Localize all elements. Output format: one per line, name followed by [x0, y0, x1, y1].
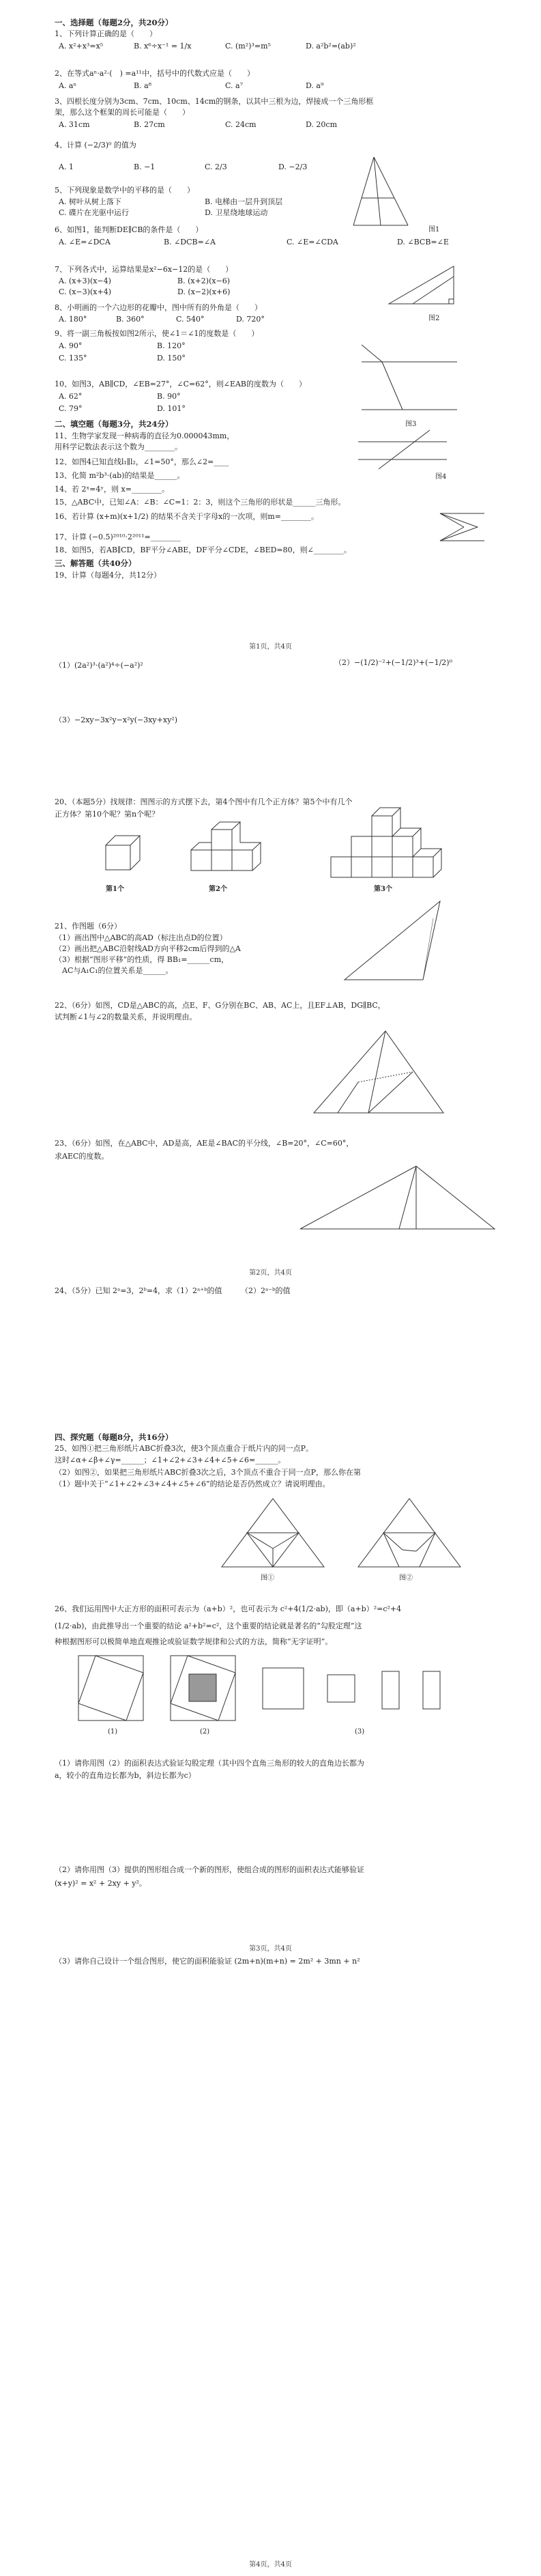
q25-figure-1 — [218, 1495, 327, 1570]
q5-text: 5、下列现象是数学中的平移的是（ ） — [55, 186, 194, 195]
q25-text-3: （2）如图②，如果把三角形纸片ABC折叠3次之后，3个顶点不重合于同一点P，那么你在第 — [55, 1468, 362, 1477]
cube-figure-1 — [102, 832, 143, 879]
q3-option-a: A. 31cm — [59, 120, 90, 129]
section-1-title: 一、选择题（每题2分，共20分） — [55, 18, 173, 27]
q5-option-b: B. 电梯由一层升到顶层 — [205, 197, 283, 206]
q4-option-b: B. −1 — [134, 162, 156, 171]
q4-option-d: D. −2/3 — [278, 162, 308, 171]
q8-text: 8、小明画的一个六边形的花瓣中，图中所有的外角是（ ） — [55, 303, 262, 312]
q9-option-b: B. 120° — [157, 341, 186, 350]
q6-text: 6、如图1，能判断DE∥CB的条件是（ ） — [55, 225, 203, 234]
section-4-title: 四、探究题（每题8分，共16分） — [55, 1432, 173, 1442]
q7-option-c: C. (x−3)(x+4) — [59, 287, 112, 296]
q25-figure-2-label: 图② — [399, 1574, 413, 1582]
q9-option-c: C. 135° — [59, 354, 87, 363]
q23-text: 23、（6分）如图，在△ABC中，AD是高，AE是∠BAC的平分线，∠B=20°，∠C=60°， — [55, 1139, 354, 1148]
q8-option-b: B. 360° — [116, 315, 145, 324]
q8-option-d: D. 720° — [236, 315, 265, 324]
section-2-title: 二、填空题（每题3分，共24分） — [55, 419, 173, 429]
q20-text-cont: 正方体？第10个呢？第n个呢？ — [55, 810, 160, 819]
cube-figure-2-label: 第2个 — [209, 886, 227, 893]
q25-text-2: 这时∠α+∠β+∠γ=______；∠1+∠2+∠3+∠4+∠5+∠6=______。 — [55, 1456, 286, 1464]
q14-text: 14、若 2ˣ=4ʸ，则 x=________。 — [55, 485, 169, 494]
q3-text: 3、四根长度分别为3cm、7cm、10cm、14cm的钢条，以其中三根为边，焊接成一个三角形框 — [55, 97, 374, 106]
q3-option-b: B. 27cm — [134, 120, 165, 129]
q6-option-d: D. ∠BCB=∠E — [397, 238, 449, 246]
q23-triangle-diagram — [297, 1161, 501, 1236]
q26-part-3: （3）请你自己设计一个组合图形，使它的面积能验证 (2m+n)(m+n) = 2m² + 3mn + n² — [55, 1957, 360, 1966]
figure-5-diagram — [437, 507, 488, 548]
q9-option-a: A. 90° — [59, 341, 83, 350]
q1-option-a: A. x²+x³=x⁵ — [59, 42, 104, 51]
cube-figure-2 — [188, 819, 276, 881]
q26-text-3: 种根据图形可以极简单地直观推论或验证数学规律和公式的方法，简称“无字证明”。 — [55, 1637, 333, 1646]
q10-option-c: C. 79° — [59, 404, 83, 413]
q2-option-b: B. a⁸ — [134, 81, 152, 90]
q7-option-a: A. (x+3)(x−4) — [59, 277, 111, 285]
q2-option-a: A. aⁿ — [59, 81, 77, 90]
q1-option-d: D. a²b²=(ab)² — [306, 42, 356, 51]
q21-item-3: （3）根据“图形平移”的性质，得 BB₁=______cm， — [55, 955, 229, 964]
q4-option-c: C. 2/3 — [205, 162, 227, 171]
q21-item-2: （2）画出把△ABC沿射线AD方向平移2cm后得到的△A — [55, 944, 241, 953]
figure-4-diagram — [355, 427, 450, 475]
q6-option-c: C. ∠E=∠CDA — [287, 238, 338, 246]
q19-calc-2: （2）−(1/2)⁻²+(−1/2)³+(−1/2)⁰ — [334, 658, 452, 667]
q26-figure-1-label: (1) — [108, 1728, 118, 1736]
figure-3-label: 图3 — [405, 421, 417, 428]
q25-text-4: （1）题中关于“∠1+∠2+∠3+∠4+∠5+∠6”的结论是否仍然成立？请说明理由。 — [55, 1480, 330, 1488]
q15-text: 15、△ABC中，已知∠A：∠B：∠C=1：2：3，则这个三角形的形状是______三角形。 — [55, 498, 346, 507]
q23-text-cont: 求AEC的度数。 — [55, 1152, 109, 1161]
figure-2-diagram — [385, 263, 460, 311]
q26-figure-1 — [75, 1652, 150, 1724]
q13-text: 13、化简 m²b³·(ab)的结果是______。 — [55, 471, 185, 480]
q3-option-c: C. 24cm — [225, 120, 257, 129]
q10-option-b: B. 90° — [157, 392, 181, 401]
q16-text: 16、若计算 (x+m)(x+1/2) 的结果不含关于字母x的一次项，则m=________。 — [55, 512, 319, 521]
q4-option-a: A. 1 — [59, 162, 74, 171]
figure-1-label: 图1 — [428, 226, 440, 233]
q26-part-1: （1）请你用图（2）的面积表达式验证勾股定理（其中四个直角三角形的较大的直角边长都为 — [55, 1759, 364, 1768]
q17-text: 17、计算 (−0.5)²⁰¹⁰·2²⁰¹¹=________ — [55, 533, 181, 541]
q7-option-b: B. (x+2)(x−6) — [177, 277, 231, 285]
q6-option-a: A. ∠E=∠DCA — [59, 238, 111, 246]
q20-text: 20、（本题5分）找规律：图图示的方式摆下去，第4个图中有几个正方体？第5个中有几个 — [55, 797, 353, 806]
page-footer-3: 第3页，共4页 — [249, 1945, 292, 1953]
q5-option-d: D. 卫星绕地球运动 — [205, 208, 268, 217]
q5-option-a: A. 树叶从树上落下 — [59, 197, 121, 206]
q26-part-2-cont: (x+y)² = x² + 2xy + y²。 — [55, 1879, 147, 1888]
q26-text: 26、我们运用图中大正方形的面积可表示为（a+b）²，也可表示为 c²+4(1/2·ab)，即（a+b）²=c²+4 — [55, 1604, 402, 1613]
figure-2-label: 图2 — [428, 315, 440, 322]
q10-option-d: D. 101° — [157, 404, 186, 413]
cube-figure-1-label: 第1个 — [106, 886, 124, 893]
q11-text: 11、生物学家发现一种病毒的直径为0.000043mm， — [55, 431, 235, 440]
q12-text: 12、如图4已知直线l₁∥l₂，∠1=50°，那么∠2=____ — [55, 457, 229, 466]
q3-option-d: D. 20cm — [306, 120, 338, 129]
cube-figure-3 — [327, 802, 464, 884]
q26-figure-2 — [167, 1652, 242, 1724]
q10-text: 10、如图3，AB∥CD，∠EB=27°，∠C=62°，则∠EAB的度数为（ ） — [55, 380, 307, 388]
q25-figure-1-label: 图① — [261, 1574, 274, 1582]
figure-1-diagram — [347, 150, 435, 236]
page-footer-2: 第2页，共4页 — [249, 1269, 292, 1277]
cube-figure-3-label: 第3个 — [374, 886, 392, 893]
q24-text: 24、（5分）已知 2ᵃ=3，2ᵇ=4，求（1）2ᵃ⁺ᵇ的值 （2）2ᵃ⁻ᵇ的值 — [55, 1286, 291, 1295]
q25-text: 25、如图①把三角形纸片ABC折叠3次，使3个顶点重合于纸片内的同一点P。 — [55, 1444, 314, 1453]
q3-text-cont: 架，那么这个框架的周长可能是（ ） — [55, 108, 190, 117]
page-footer-4: 第4页，共4页 — [249, 2561, 292, 2568]
q25-figure-2 — [355, 1495, 464, 1570]
q4-text: 4、计算 (−2/3)⁰ 的值为 — [55, 141, 136, 150]
q21-item-1: （1）画出图中△ABC的高AD（标注出点D的位置） — [55, 933, 227, 942]
q9-text: 9、将一副三角板按如图2所示，使∠1＝∠1的度数是（ ） — [55, 329, 259, 338]
q26-figure-2-label: (2) — [200, 1728, 210, 1736]
q19-calc-1: （1）(2a²)³·(a²)⁴÷(−a²)² — [55, 661, 143, 670]
q22-text: 22、（6分）如图，CD是△ABC的高，点E、F、G分别在BC、AB、AC上，且EF⊥AB，DG∥BC， — [55, 1001, 385, 1010]
q6-option-b: B. ∠DCB=∠A — [164, 238, 216, 246]
q11-text-cont: 用科学记数法表示这个数为________。 — [55, 442, 182, 451]
q26-figure-3-label: (3) — [355, 1728, 365, 1736]
q21-triangle-diagram — [341, 898, 443, 983]
q9-option-d: D. 150° — [157, 354, 186, 363]
q2-option-d: D. a⁹ — [306, 81, 324, 90]
q2-text: 2、在等式aⁿ·a²·( ) =a¹¹中，括号中的代数式应是（ ） — [55, 69, 254, 78]
q1-text: 1、下列计算正确的是（ ） — [55, 29, 157, 38]
q19-text: 19、计算（每题4分，共12分） — [55, 571, 161, 580]
q8-option-a: A. 180° — [59, 315, 87, 324]
q21-text: 21、作图题（6分） — [55, 922, 121, 931]
q7-text: 7、下列各式中，运算结果是x²−6x−12的是（ ） — [55, 265, 233, 274]
q26-text-2: (1/2·ab)，由此推导出一个重要的结论 a²+b²=c²，这个重要的结论就是著名的“勾股定理”这 — [55, 1622, 362, 1630]
q26-part-1-cont: a，较小的直角边长都为b，斜边长都为c） — [55, 1771, 196, 1780]
q1-option-b: B. x⁶÷x⁻¹ = 1/x — [134, 42, 192, 51]
q26-part-2: （2）请你用图（3）提供的图形组合成一个新的图形，使组合成的图形的面积表达式能够验证 — [55, 1865, 364, 1874]
page-footer-1: 第1页，共4页 — [249, 643, 292, 651]
q26-figure-3 — [259, 1665, 457, 1719]
q2-option-c: C. a⁷ — [225, 81, 243, 90]
q22-triangle-diagram — [310, 1024, 447, 1123]
q5-option-c: C. 碟片在光驱中运行 — [59, 208, 130, 217]
q10-option-a: A. 62° — [59, 392, 83, 401]
q19-calc-3: （3）−2xy−3x²y−x²y(−3xy+xy²) — [55, 716, 177, 724]
q1-option-c: C. (m²)³=m⁵ — [225, 42, 271, 51]
q22-text-cont: 试判断∠1与∠2的数量关系，并说明理由。 — [55, 1013, 197, 1021]
q18-text: 18、如图5，若AB∥CD，BF平分∠ABE，DF平分∠CDE，∠BED=80，则∠________。 — [55, 546, 351, 554]
figure-3-diagram — [355, 341, 464, 416]
q8-option-c: C. 540° — [176, 315, 205, 324]
section-3-title: 三、解答题（共40分） — [55, 558, 136, 568]
figure-4-label: 图4 — [435, 473, 447, 481]
q21-item-4: AC与A₁C₁的位置关系是______。 — [55, 966, 173, 975]
q7-option-d: D. (x−2)(x+6) — [177, 287, 231, 296]
